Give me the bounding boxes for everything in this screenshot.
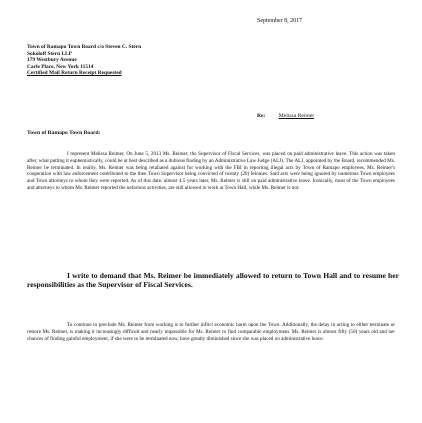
recipient-address bbox=[27, 44, 141, 77]
subject-name: Melissa Reimer bbox=[278, 113, 315, 119]
address-line: Sokoloff Stern LLP bbox=[27, 50, 72, 57]
subject-label: Re: bbox=[257, 113, 266, 119]
address-line: Town of Ramapo Town Board c/o Steven C. Stern bbox=[27, 44, 142, 50]
body-paragraph-3: To continue to preclude Ms. Reimer from working is to further inflict economic harm upon the Town. Additionally, the delay in acting to either terminate or restore Ms. Reimer, is making it increasingly difficult and nearly impossible for Ms. Reimer to find comparable employment. Ms. Reimer is almost fifty (50) years old and her chances of finding gainful employment, if she were to be terminated now, have greatly diminished since she was placed on administrative leave. bbox=[27, 322, 395, 342]
delivery-method: Certified Mail Return Receipt Requested bbox=[27, 70, 122, 77]
subject-line bbox=[257, 113, 314, 119]
body-paragraph-demand: I write to demand that Ms. Reimer be immediately allowed to return to Town Hall and to resume her responsibilities as the Supervisor of Fiscal Services. bbox=[27, 271, 399, 290]
address-line: 179 Westbury Avenue bbox=[27, 57, 77, 64]
letter-date: September 8, 2017 bbox=[257, 18, 303, 24]
address-line: Carle Place, New York 11514 bbox=[27, 63, 94, 70]
salutation: Town of Ramapo Town Board: bbox=[27, 130, 101, 136]
body-paragraph-1: I represent Melissa Reimer. On June 5, 2013 Ms. Reimer, the Supervisor of Fiscal Services, was placed on paid administrative leave. This action was taken after, what putting it euphemistically, could be at best described as a dubious finding by an Administrative Law Judge (ALJ). The ALJ, appointed by the Board, recommended Ms. Reimer be terminated. In reality, Ms. Reimer was being retaliated against for working with the FBI in reporting illegal acts by Town of Ramapo employees. Ms. Reimer's cooperation with law enforcement contributed to the then Town Supervisor being convicted of twenty (20) felonies. Said acts were being ignored by numerous Town employees and Town attorneys to whom they were reported. As of this date, almost 4.5 years later, Ms. Reimer is still on paid administrative leave. Ironically, most of the Town employees and attorneys to whom Ms. Reimer reported the nefarious activities, are still allowed to work at Town Hall, while Ms. Reimer is not. bbox=[27, 151, 395, 191]
